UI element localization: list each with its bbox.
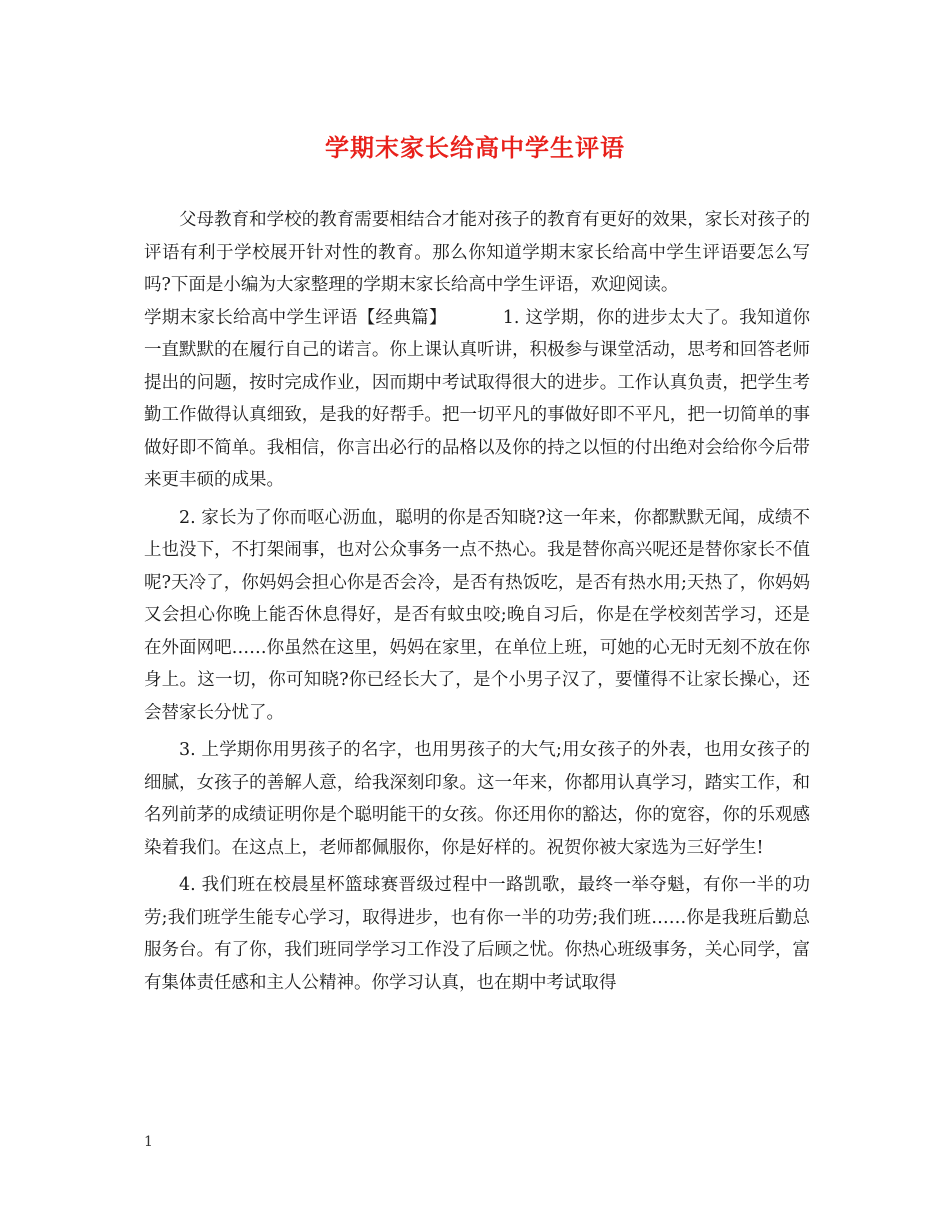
item1-paragraph <box>144 302 810 497</box>
item2-text: 2. 家长为了你而呕心沥血，聪明的你是否知晓?这一年来，你都默默无闻，成绩不上也没下，不打架闹事，也对公众事务一点不热心。我是替你高兴呢还是替你家长不值呢?天冷了，你妈妈会担心你是否会冷，是否有热饭吃，是否有热水用;天热了，你妈妈又会担心你晚上能否休息得好，是否有蚊虫咬;晚自习后，你是在学校刻苦学习，还是在外面网吧……你虽然在这里，妈妈在家里，在单位上班，可她的心无时无刻不放在你身上。这一切，你可知晓?你已经长大了，是个小男子汉了，要懂得不让家长操心，还会替家长分忧了。 <box>144 507 810 723</box>
item1-text: 1. 这学期，你的进步太大了。我知道你一直默默的在履行自己的诺言。你上课认真听讲，积极参与课堂活动，思考和回答老师提出的问题，按时完成作业，因而期中考试取得很大的进步。工作认真负责，把学生考勤工作做得认真细致，是我的好帮手。把一切平凡的事做好即不平凡，把一切简单的事做好即不简单。我相信，你言出必行的品格以及你的持之以恒的付出绝对会给你今后带来更丰硕的成果。 <box>144 307 811 490</box>
item4-paragraph <box>144 869 810 999</box>
item4-text: 4. 我们班在校晨星杯篮球赛晋级过程中一路凯歌，最终一举夺魁，有你一半的功劳;我们班学生能专心学习，取得进步，也有你一半的功劳;我们班……你是我班后勤总服务台。有了你，我们班同学学习工作没了后顾之忧。你热心班级事务，关心同学，富有集体责任感和主人公精神。你学习认真，也在期中考试取得 <box>144 875 810 993</box>
section-heading: 学期末家长给高中学生评语【经典篇】 <box>144 307 447 328</box>
item3-paragraph <box>144 734 810 864</box>
page-number: 1 <box>144 1134 153 1150</box>
item2-paragraph <box>144 502 810 730</box>
intro-paragraph <box>144 204 810 302</box>
item3-text: 3. 上学期你用男孩子的名字，也用男孩子的大气;用女孩子的外表，也用女孩子的细腻，女孩子的善解人意，给我深刻印象。这一年来，你都用认真学习，踏实工作，和名列前茅的成绩证明你是个聪明能干的女孩。你还用你的豁达，你的宽容，你的乐观感染着我们。在这点上，老师都佩服你，你是好样的。祝贺你被大家选为三好学生! <box>144 740 810 858</box>
document-body <box>144 204 810 999</box>
document-title: 学期末家长给高中学生评语 <box>325 133 625 162</box>
intro-text: 父母教育和学校的教育需要相结合才能对孩子的教育有更好的效果，家长对孩子的评语有利于学校展开针对性的教育。那么你知道学期末家长给高中学生评语要怎么写吗?下面是小编为大家整理的学期末家长给高中学生评语，欢迎阅读。 <box>144 210 810 295</box>
